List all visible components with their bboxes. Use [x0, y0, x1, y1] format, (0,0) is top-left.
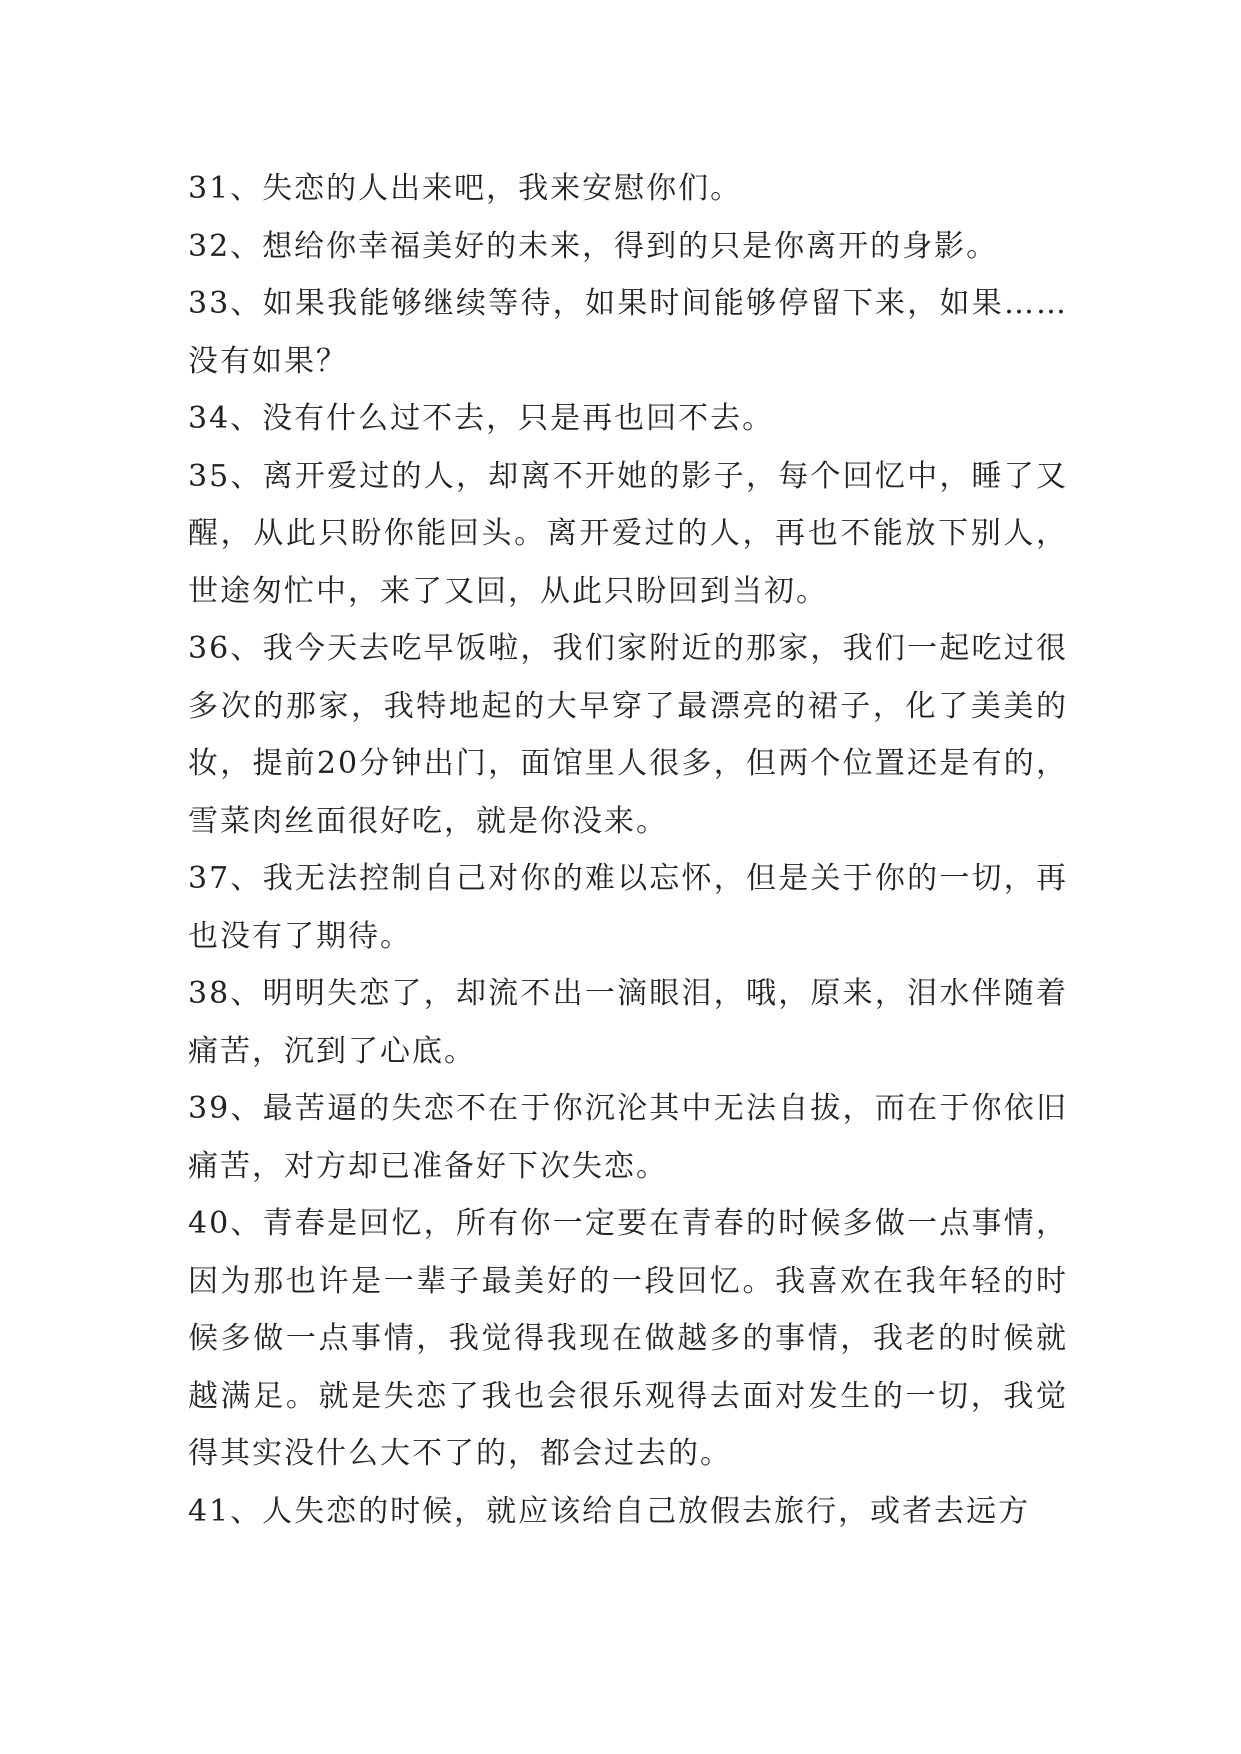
paragraph-39: 39、最苦逼的失恋不在于你沉沦其中无法自拔，而在于你依旧痛苦，对方却已准备好下次失恋。 [188, 1091, 1068, 1184]
paragraph-38: 38、明明失恋了，却流不出一滴眼泪，哦，原来，泪水伴随着痛苦，沉到了心底。 [188, 976, 1068, 1069]
paragraph-31: 31、失恋的人出来吧，我来安慰你们。 [188, 171, 743, 206]
paragraph-35: 35、离开爱过的人，却离不开她的影子，每个回忆中，睡了又醒，从此只盼你能回头。离开爱过的人，再也不能放下别人，世途匆忙中，来了又回，从此只盼回到当初。 [188, 458, 1068, 609]
paragraph-34: 34、没有什么过不去，只是再也回不去。 [188, 401, 775, 436]
paragraph-37: 37、我无法控制自己对你的难以忘怀，但是关于你的一切，再也没有了期待。 [188, 861, 1068, 954]
paragraph-32: 32、想给你幸福美好的未来，得到的只是你离开的身影。 [188, 228, 999, 264]
paragraph-41: 41、人失恋的时候，就应该给自己放假去旅行，或者去远方 [188, 1493, 1031, 1529]
paragraph-36: 36、我今天去吃早饭啦，我们家附近的那家，我们一起吃过很多次的那家，我特地起的大早穿了最漂亮的裙子，化了美美的妆，提前20分钟出门，面馆里人很多，但两个位置还是有的，雪菜肉丝面很好吃，就是你没来。 [188, 631, 1068, 839]
paragraph-33: 33、如果我能够继续等待，如果时间能够停留下来，如果……没有如果？ [188, 286, 1068, 379]
document-body [188, 160, 1068, 1540]
paragraph-40: 40、青春是回忆，所有你一定要在青春的时候多做一点事情，因为那也许是一辈子最美好的一段回忆。我喜欢在我年轻的时候多做一点事情，我觉得我现在做越多的事情，我老的时候就越满足。就是失恋了我也会很乐观得去面对发生的一切，我觉得其实没什么大不了的，都会过去的。 [188, 1206, 1068, 1471]
